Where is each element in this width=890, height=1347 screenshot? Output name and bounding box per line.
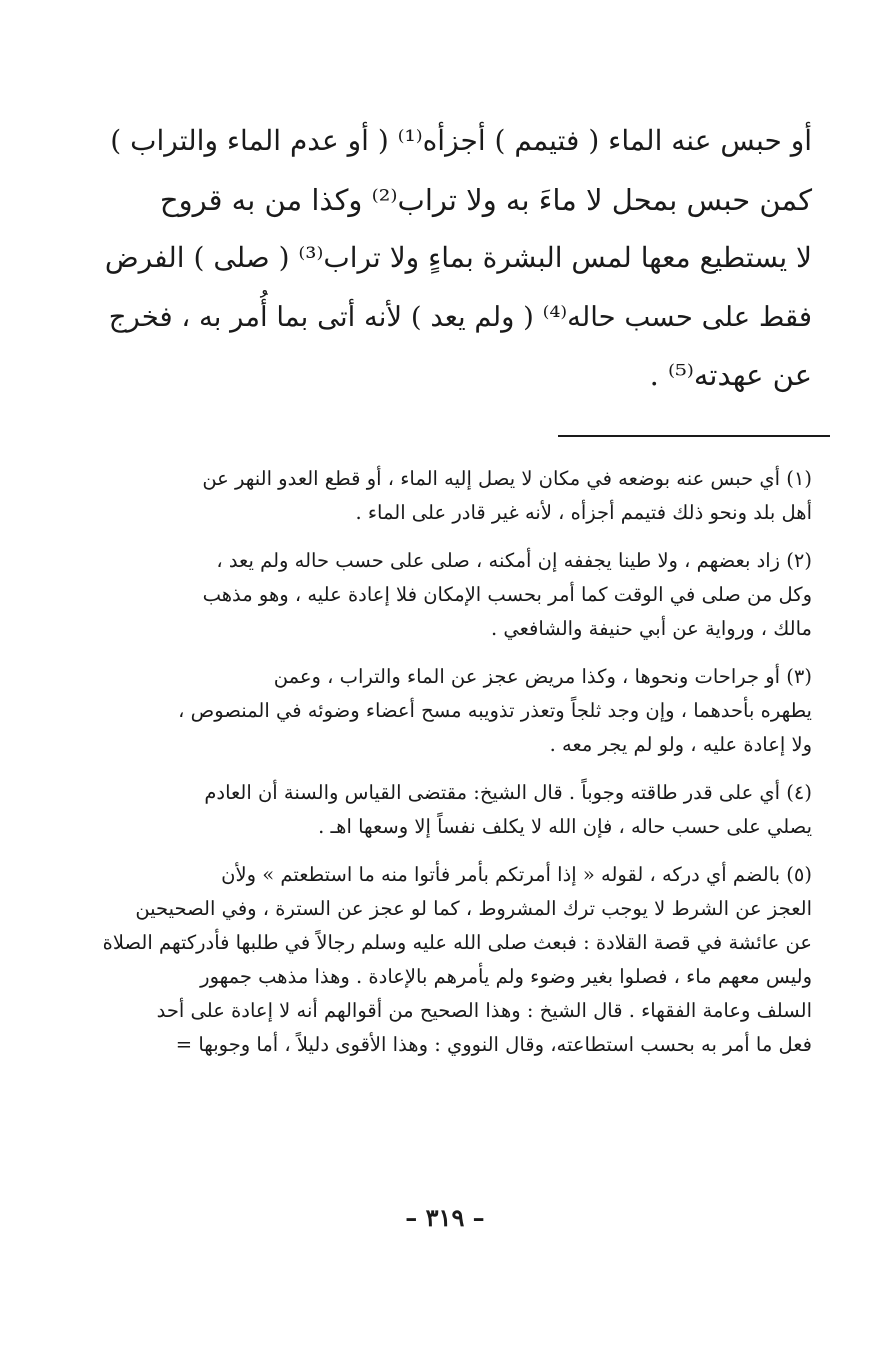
footnote-5 xyxy=(100,858,812,1062)
footnote-2 xyxy=(100,544,812,646)
main-text-line: كمن حبس بمحل لا ماءَ به ولا تراب⁽²⁾ وكذا من به قروح xyxy=(159,182,812,217)
footnote-line: (١) أي حبس عنه بوضعه في مكان لا يصل إليه الماء ، أو قطع العدو النهر عن xyxy=(202,467,812,490)
footnote-line: مالك ، ورواية عن أبي حنيفة والشافعي . xyxy=(490,617,812,640)
footnotes-section xyxy=(100,462,812,1076)
footnote-line: فعل ما أمر به بحسب استطاعته، وقال النووي : وهذا الأقوى دليلاً ، أما وجوبها = xyxy=(175,1033,812,1056)
main-text-line: أو حبس عنه الماء ( فتيمم ) أجزأه⁽¹⁾ ( أو عدم الماء والتراب ) xyxy=(110,124,812,157)
page-number: – ٣١٩ – xyxy=(405,1203,485,1232)
footnote-line: يصلي على حسب حاله ، فإن الله لا يكلف نفساً إلا وسعها اهـ . xyxy=(318,815,812,838)
main-text-line: لا يستطيع معها لمس البشرة بماءٍ ولا تراب⁽³⁾ ( صلى ) الفرض xyxy=(104,241,812,274)
footnote-line: عن عائشة في قصة القلادة : فبعث صلى الله عليه وسلم رجالاً في طلبها فأدركتهم الصلاة xyxy=(102,931,812,954)
footnote-line: وكل من صلى في الوقت كما أمر بحسب الإمكان فلا إعادة عليه ، وهو مذهب xyxy=(202,583,812,606)
main-text-block xyxy=(100,112,812,405)
footnote-line: يطهره بأحدهما ، وإن وجد ثلجاً وتعذر تذويبه مسح أعضاء وضوئه في المنصوص ، xyxy=(178,699,812,722)
footnote-1 xyxy=(100,462,812,530)
footnote-4 xyxy=(100,776,812,844)
footnote-line: وليس معهم ماء ، فصلوا بغير وضوء ولم يأمرهم بالإعادة . وهذا مذهب جمهور xyxy=(200,965,812,988)
footnote-divider xyxy=(558,435,830,437)
main-text-line: عن عهدته⁽⁵⁾ . xyxy=(649,358,812,392)
footnote-line: العجز عن الشرط لا يوجب ترك المشروط ، كما لو عجز عن السترة ، وفي الصحيحين xyxy=(135,897,812,920)
footnote-line: (٥) بالضم أي دركه ، لقوله « إذا أمرتكم بأمر فأتوا منه ما استطعتم » ولأن xyxy=(221,863,812,886)
footnote-line: (٢) زاد بعضهم ، ولا طينا يجففه إن أمكنه ، صلى على حسب حاله ولم يعد ، xyxy=(216,549,812,572)
footnote-line: السلف وعامة الفقهاء . قال الشيخ : وهذا الصحيح من أقوالهم أنه لا إعادة على أحد xyxy=(156,999,812,1022)
footnote-line: (٤) أي على قدر طاقته وجوباً . قال الشيخ: مقتضى القياس والسنة أن العادم xyxy=(204,781,812,804)
footnote-3 xyxy=(100,660,812,762)
main-text-line: فقط على حسب حاله⁽⁴⁾ ( ولم يعد ) لأنه أتى بما أُمر به ، فخرج xyxy=(108,300,812,333)
footnote-line: ولا إعادة عليه ، ولو لم يجر معه . xyxy=(549,733,812,756)
footnote-line: أهل بلد ونحو ذلك فتيمم أجزأه ، لأنه غير قادر على الماء . xyxy=(355,501,812,524)
footnote-line: (٣) أو جراحات ونحوها ، وكذا مريض عجز عن الماء والتراب ، وعمن xyxy=(273,665,812,688)
